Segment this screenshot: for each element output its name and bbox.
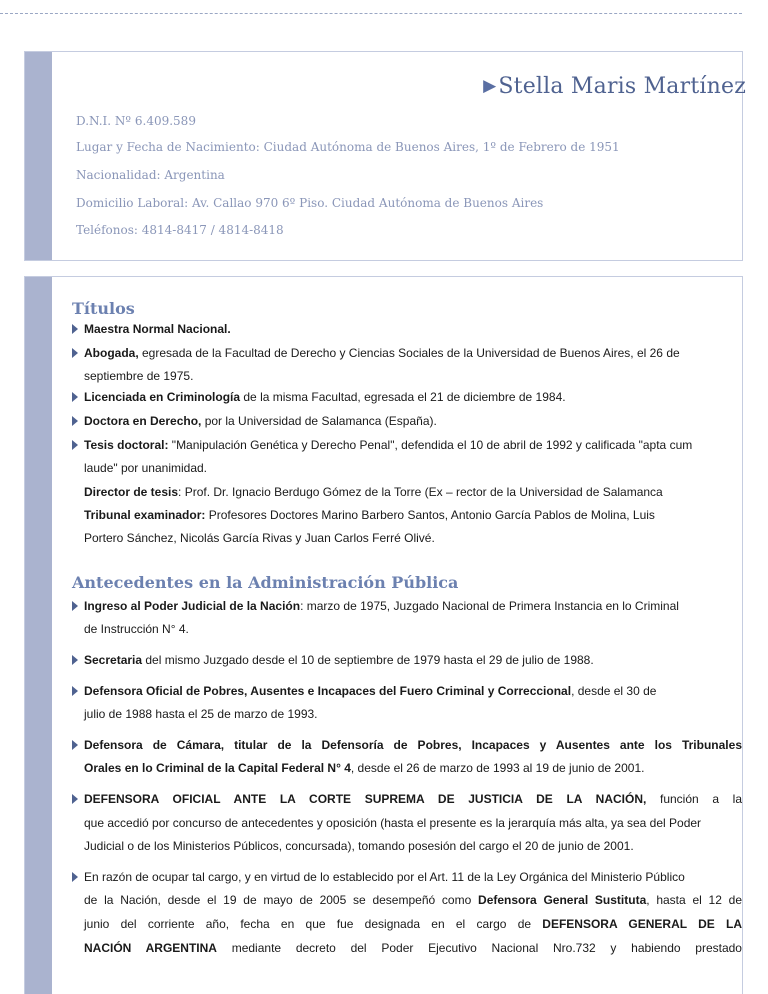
- titulo-item: Abogada, egresada de la Facultad de Derecho y Ciencias Sociales de la Universidad de Buenos Aires, el 26 de: [84, 346, 680, 360]
- tribunal-cont: Portero Sánchez, Nicolás García Rivas y Juan Carlos Ferré Olivé.: [84, 531, 435, 545]
- antecedente-item-cont: julio de 1988 hasta el 25 de marzo de 1993.: [84, 707, 318, 721]
- tribunal-line: Tribunal examinador: Profesores Doctores Marino Barbero Santos, Antonio García Pablos de Molina, Luis: [84, 508, 655, 522]
- section-heading-antecedentes: Antecedentes en la Administración Pública: [72, 573, 459, 592]
- birth-line: Lugar y Fecha de Nacimiento: Ciudad Autónoma de Buenos Aires, 1º de Febrero de 1951: [76, 140, 620, 154]
- triangle-bullet-icon: [72, 348, 78, 358]
- triangle-bullet-icon: [72, 392, 78, 402]
- triangle-bullet-icon: [72, 601, 78, 611]
- director-line: Director de tesis: Prof. Dr. Ignacio Berdugo Gómez de la Torre (Ex – rector de la Universidad de Salamanca: [84, 485, 663, 499]
- antecedente-item: Secretaria del mismo Juzgado desde el 10 de septiembre de 1979 hasta el 29 de julio de 1988.: [84, 653, 594, 667]
- address-line: Domicilio Laboral: Av. Callao 970 6º Piso. Ciudad Autónoma de Buenos Aires: [76, 196, 544, 210]
- antecedente-item-cont: que accedió por concurso de antecedentes y oposición (hasta el presente es la jerarquía más alta, ya sea del Poder: [84, 816, 702, 830]
- triangle-bullet-icon: [72, 794, 78, 804]
- antecedente-item-cont: junio del corriente año, fecha en que fue designada en el cargo de DEFENSORA GENERAL DE LA: [84, 917, 743, 931]
- content-card-sidebar: [25, 277, 52, 994]
- titulo-item: Doctora en Derecho, por la Universidad de Salamanca (España).: [84, 414, 437, 428]
- antecedente-item: Ingreso al Poder Judicial de la Nación: marzo de 1975, Juzgado Nacional de Primera Instancia en lo Criminal: [84, 599, 679, 613]
- antecedente-item-cont: Judicial o de los Ministerios Públicos, concursada), tomando posesión del cargo el 20 de junio de 2001.: [84, 839, 634, 853]
- titulo-item-cont: laude" por unanimidad.: [84, 461, 208, 475]
- person-name: ▶Stella Maris Martínez: [483, 74, 746, 99]
- antecedente-item-cont: Orales en lo Criminal de la Capital Federal N° 4, desde el 26 de marzo de 1993 al 19 de junio de 2001.: [84, 761, 645, 775]
- triangle-bullet-icon: [72, 324, 78, 334]
- triangle-bullet-icon: [72, 740, 78, 750]
- triangle-bullet-icon: [72, 440, 78, 450]
- header-card-sidebar: [25, 52, 52, 260]
- section-heading-titulos: Títulos: [72, 299, 135, 318]
- antecedente-item: DEFENSORA OFICIAL ANTE LA CORTE SUPREMA DE JUSTICIA DE LA NACIÓN, función a la: [84, 792, 742, 806]
- antecedente-item: En razón de ocupar tal cargo, y en virtud de lo establecido por el Art. 11 de la Ley Orgánica del Ministerio Público: [84, 870, 685, 884]
- triangle-bullet-icon: [72, 655, 78, 665]
- phones-line: Teléfonos: 4814-8417 / 4814-8418: [76, 223, 284, 237]
- nationality-line: Nacionalidad: Argentina: [76, 168, 225, 182]
- dni-line: D.N.I. Nº 6.409.589: [76, 114, 196, 128]
- triangle-bullet-icon: [72, 686, 78, 696]
- antecedente-item-cont: de Instrucción N° 4.: [84, 622, 189, 636]
- titulo-item: Tesis doctoral: "Manipulación Genética y Derecho Penal", defendida el 10 de abril de 1992 y calificada "apta cum: [84, 438, 693, 452]
- antecedente-item-cont: de la Nación, desde el 19 de mayo de 2005 se desempeñó como Defensora General Sustituta, hasta el 12 de: [84, 893, 742, 907]
- triangle-bullet-icon: [72, 872, 78, 882]
- triangle-bullet-icon: ▶: [483, 76, 497, 96]
- top-dashed-rule: [0, 13, 742, 14]
- titulo-item-cont: septiembre de 1975.: [84, 369, 194, 383]
- titulo-item: Maestra Normal Nacional.: [84, 322, 231, 336]
- titulo-item: Licenciada en Criminología de la misma Facultad, egresada el 21 de diciembre de 1984.: [84, 390, 566, 404]
- antecedente-item: Defensora de Cámara, titular de la Defensoría de Pobres, Incapaces y Ausentes ante los Tribunales: [84, 738, 742, 752]
- triangle-bullet-icon: [72, 416, 78, 426]
- antecedente-item-cont: NACIÓN ARGENTINA mediante decreto del Poder Ejecutivo Nacional Nro.732 y habiendo prestado: [84, 941, 742, 955]
- antecedente-item: Defensora Oficial de Pobres, Ausentes e Incapaces del Fuero Criminal y Correccional, desde el 30 de: [84, 684, 657, 698]
